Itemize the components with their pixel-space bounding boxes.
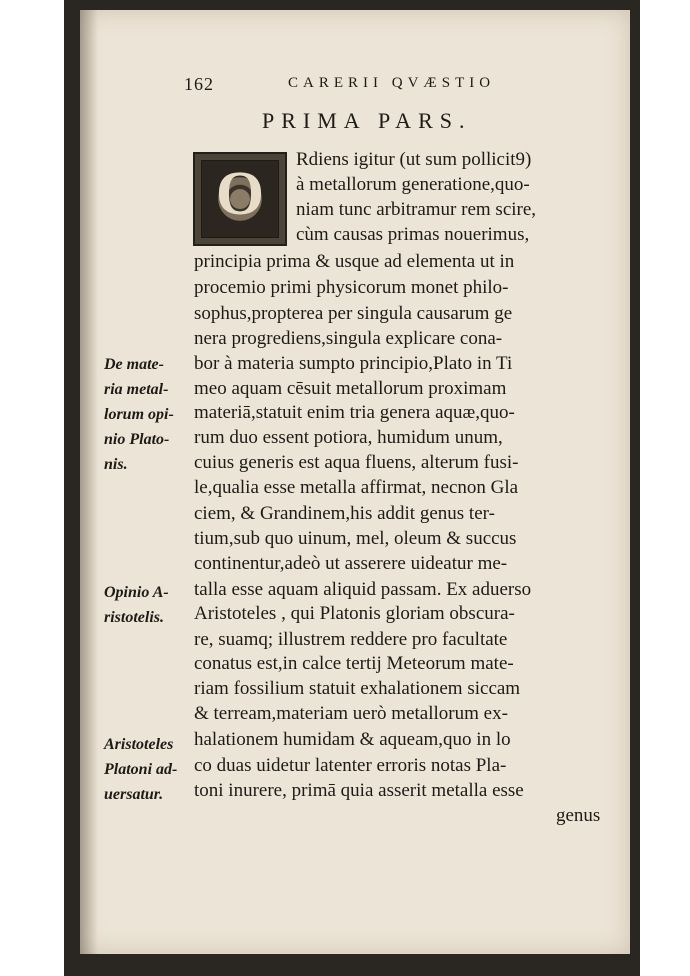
margin-note-line: Opinio A- (104, 584, 169, 601)
catchword: genus (556, 805, 601, 826)
margin-note-line: uersatur. (104, 786, 164, 803)
ornamental-initial-icon (193, 152, 287, 246)
text-line: le,qualia esse metalla affirmat, necnon Gla (194, 477, 519, 498)
text-line: bor à materia sumpto principio,Plato in Ti (194, 353, 513, 374)
text-line: niam tunc arbitramur rem scire, (296, 199, 537, 220)
margin-note-line: Aristoteles (104, 736, 174, 753)
margin-note-line: ristotelis. (104, 609, 165, 626)
text-line: halationem humidam & aqueam,quo in lo (194, 729, 511, 750)
margin-note-line: nio Plato- (104, 431, 170, 448)
text-line: cùm causas primas nouerimus, (296, 224, 530, 245)
text-line: riam fossilium statuit exhalationem siccam (194, 678, 521, 699)
margin-note-line: ria metal- (104, 381, 169, 398)
page-gutter-shadow (80, 10, 98, 954)
text-line: conatus est,in calce tertij Meteorum mate- (194, 653, 514, 674)
text-line: & terream,materiam uerò metallorum ex- (194, 703, 508, 724)
text-line: meo aquam cēsuit metallorum proximam (194, 378, 507, 399)
text-line: talla esse aquam aliquid passam. Ex aduerso (194, 579, 532, 600)
text-line: materiā,statuit enim tria genera aquæ,quo- (194, 402, 515, 423)
text-line: re, suamq; illustrem reddere pro facultate (194, 629, 508, 650)
text-line: cuius generis est aqua fluens, alterum fusi- (194, 452, 519, 473)
text-line: co duas uidetur latenter erroris notas Pla- (194, 755, 507, 776)
text-line: continentur,adeò ut asserere uideatur me- (194, 553, 508, 574)
text-line: principia prima & usque ad elementa ut in (194, 251, 515, 272)
text-line: procemio primi physicorum monet philo- (194, 277, 509, 298)
text-line: Aristoteles , qui Platonis gloriam obscura- (194, 603, 515, 624)
margin-note-line: lorum opi- (104, 406, 174, 423)
margin-note-line: De mate- (104, 356, 164, 373)
text-line: toni inurere, primā quia asserit metalla esse (194, 780, 524, 801)
section-title: PRIMA PARS. (262, 108, 472, 133)
page-header (184, 74, 534, 98)
page-number: 162 (184, 74, 214, 94)
text-line: ciem, & Grandinem,his addit genus ter- (194, 503, 495, 524)
margin-note-line: nis. (104, 456, 128, 473)
text-line: nera progrediens,singula explicare cona- (194, 328, 503, 349)
text-line: sophus,propterea per singula causarum ge (194, 303, 513, 324)
text-line: tium,sub quo uinum, mel, oleum & succus (194, 528, 517, 549)
margin-note-line: Platoni ad- (104, 761, 178, 778)
text-line: rum duo essent potiora, humidum unum, (194, 427, 503, 448)
text-line: à metallorum generatione,quo- (296, 174, 530, 195)
initial-letter: O (215, 160, 265, 228)
text-line: Rdiens igitur (ut sum pollicit9) (296, 149, 532, 170)
running-title: CARERII QVÆSTIO (288, 75, 496, 91)
